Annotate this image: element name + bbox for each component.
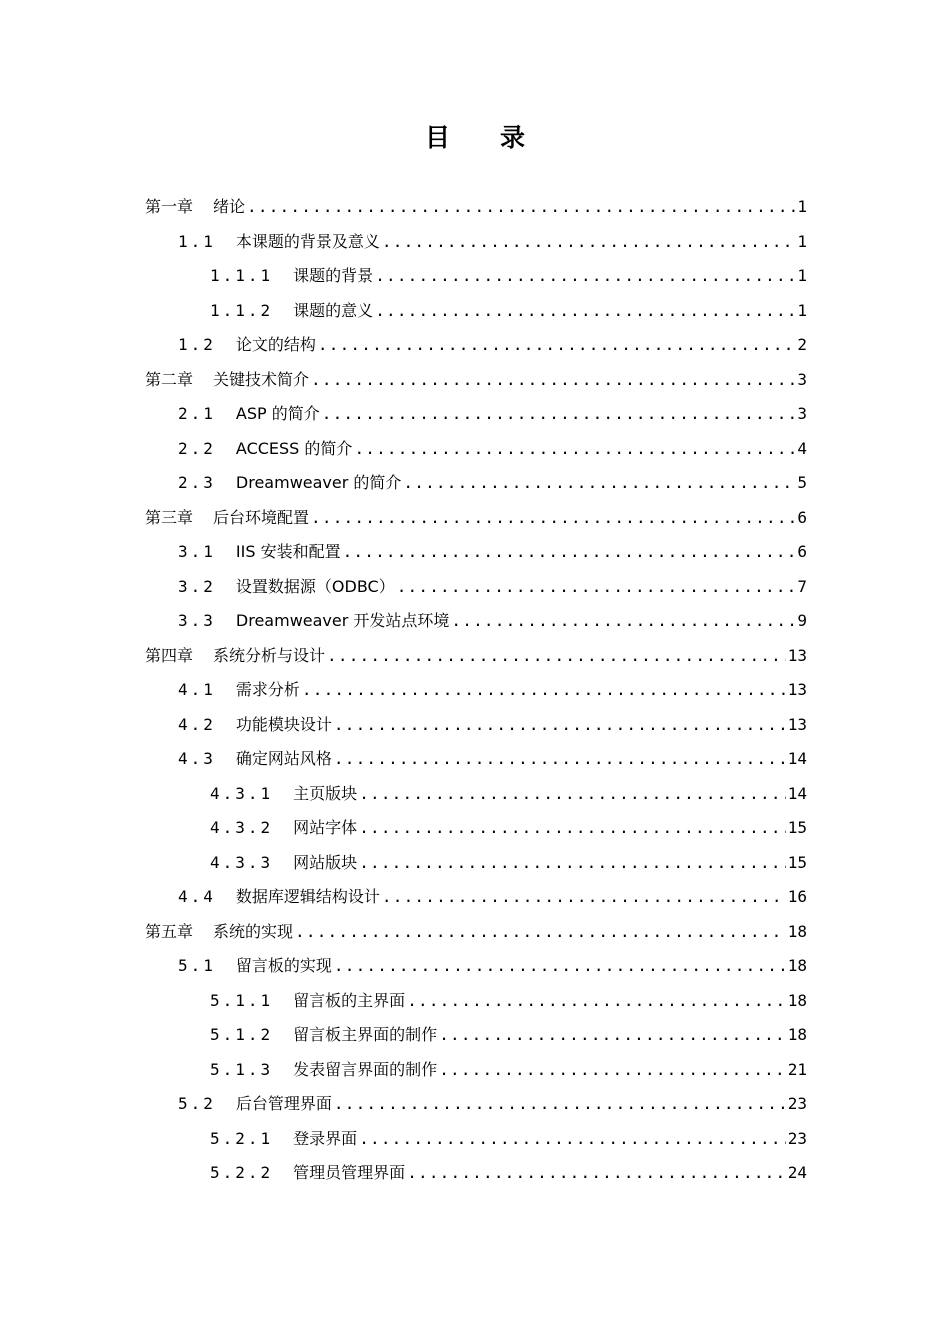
toc-entry-title: 后台管理界面 — [235, 1094, 332, 1113]
toc-entry-number: 4.3.1 — [210, 783, 274, 803]
title-char-2: 录 — [500, 123, 526, 152]
toc-entry[interactable] — [178, 466, 807, 501]
toc-entry-page: 7 — [797, 576, 807, 596]
toc-entry-title: 论文的结构 — [235, 335, 316, 354]
toc-entry-page: 9 — [797, 611, 807, 630]
toc-leader-dots — [334, 949, 786, 984]
toc-entry[interactable] — [178, 708, 807, 743]
toc-entry[interactable] — [145, 190, 807, 225]
toc-entry-title: 数据库逻辑结构设计 — [235, 887, 380, 906]
toc-entry-number: 3.1 — [178, 542, 216, 561]
toc-entry[interactable] — [178, 397, 807, 432]
toc-entry-number: 2.3 — [178, 473, 216, 492]
toc-entry-number: 4.1 — [178, 680, 216, 699]
toc-entry-number: 5.1.3 — [210, 1059, 274, 1079]
toc-entry-title: 需求分析 — [235, 680, 300, 699]
toc-entry-page: 13 — [787, 680, 807, 699]
toc-entry-page: 18 — [787, 956, 807, 975]
toc-leader-dots — [407, 984, 786, 1019]
toc-leader-dots — [322, 397, 796, 432]
toc-leader-dots — [407, 1156, 786, 1191]
toc-entry-page: 13 — [787, 645, 807, 665]
toc-entry-number: 5.1.1 — [210, 990, 274, 1010]
toc-leader-dots — [439, 1018, 786, 1053]
toc-entry-page: 13 — [787, 714, 807, 734]
toc-entry-title: 系统的实现 — [213, 921, 294, 941]
toc-entry-number: 3.2 — [178, 576, 216, 596]
toc-entry-number: 第五章 — [145, 921, 194, 941]
toc-entry-number: 第二章 — [145, 369, 194, 389]
toc-entry-title: Dreamweaver 的简介 — [235, 473, 402, 492]
toc-leader-dots — [318, 328, 795, 363]
toc-leader-dots — [359, 846, 786, 881]
toc-entry-title: ACCESS 的简介 — [235, 438, 353, 458]
toc-entry[interactable] — [210, 846, 807, 881]
toc-leader-dots — [403, 466, 795, 501]
toc-entry[interactable] — [178, 570, 807, 605]
toc-leader-dots — [359, 811, 786, 846]
toc-entry[interactable] — [210, 984, 807, 1019]
toc-entry-page: 3 — [797, 404, 807, 423]
toc-leader-dots — [359, 1122, 786, 1157]
toc-entry-title: 留言板的主界面 — [293, 990, 406, 1010]
toc-entry-number: 1.2 — [178, 335, 216, 354]
toc-entry[interactable] — [145, 639, 807, 674]
toc-entry[interactable] — [210, 1053, 807, 1088]
toc-entry[interactable] — [145, 363, 807, 398]
title-char-1: 目 — [424, 123, 450, 152]
toc-entry[interactable] — [210, 1122, 807, 1157]
toc-entry-number: 第一章 — [145, 197, 194, 216]
toc-entry-title: 绪论 — [213, 197, 246, 216]
toc-entry-page: 23 — [787, 1128, 807, 1148]
toc-entry-page: 1 — [797, 197, 807, 216]
toc-entry-page: 5 — [797, 473, 807, 492]
toc-entry-number: 5.2.2 — [210, 1163, 274, 1182]
page-title — [0, 118, 950, 154]
toc-entry-number: 1.1.1 — [210, 266, 274, 285]
toc-entry-title: IIS 安装和配置 — [235, 542, 341, 561]
toc-entry-page: 18 — [787, 1025, 807, 1044]
toc-entry[interactable] — [178, 880, 807, 915]
toc-leader-dots — [327, 639, 786, 674]
toc-entry-title: 网站版块 — [293, 852, 358, 872]
toc-leader-dots — [382, 880, 786, 915]
toc-leader-dots — [302, 673, 786, 708]
toc-leader-dots — [354, 432, 795, 467]
toc-entry-page: 6 — [797, 507, 807, 527]
toc-leader-dots — [295, 915, 786, 950]
toc-entry[interactable] — [145, 915, 807, 950]
toc-entry-number: 4.2 — [178, 714, 216, 734]
toc-entry-number: 4.3 — [178, 749, 216, 768]
toc-entry-title: 关键技术简介 — [213, 369, 310, 389]
toc-entry-title: 留言板的实现 — [235, 956, 332, 975]
toc-leader-dots — [375, 259, 795, 294]
toc-entry-page: 14 — [787, 783, 807, 803]
toc-entry-number: 5.1.2 — [210, 1025, 274, 1044]
toc-entry-number: 1.1.2 — [210, 300, 274, 320]
toc-leader-dots — [334, 1087, 786, 1122]
toc-entry-title: Dreamweaver 开发站点环境 — [235, 611, 450, 630]
toc-leader-dots — [343, 535, 796, 570]
toc-leader-dots — [451, 604, 795, 639]
toc-leader-dots — [382, 225, 795, 260]
toc-entry-number: 2.1 — [178, 404, 216, 423]
toc-entry-number: 3.3 — [178, 611, 216, 630]
toc-entry[interactable] — [210, 1018, 807, 1053]
toc-entry-title: 登录界面 — [293, 1128, 358, 1148]
toc-leader-dots — [397, 570, 796, 605]
toc-entry[interactable] — [178, 949, 807, 984]
toc-leader-dots — [334, 742, 786, 777]
toc-leader-dots — [359, 777, 786, 812]
toc-entry[interactable] — [178, 535, 807, 570]
toc-entry-number: 4.4 — [178, 887, 216, 906]
toc-entry-page: 16 — [787, 887, 807, 906]
toc-entry-page: 24 — [787, 1163, 807, 1182]
toc-entry[interactable] — [178, 225, 807, 260]
toc-entry-page: 14 — [787, 749, 807, 768]
toc-entry[interactable] — [178, 742, 807, 777]
toc-entry-title: 设置数据源（ODBC） — [235, 576, 395, 596]
toc-entry-number: 第四章 — [145, 645, 194, 665]
toc-entry[interactable] — [210, 259, 807, 294]
toc-entry-title: 网站字体 — [293, 818, 358, 837]
toc-entry-title: 发表留言界面的制作 — [293, 1059, 438, 1079]
toc-entry-page: 2 — [797, 335, 807, 354]
toc-entry-number: 4.3.3 — [210, 852, 274, 872]
toc-entry-number: 5.2 — [178, 1094, 216, 1113]
toc-entry-title: 本课题的背景及意义 — [235, 231, 380, 251]
toc-leader-dots — [311, 501, 795, 536]
toc-entry[interactable] — [178, 432, 807, 467]
toc-entry-title: 确定网站风格 — [235, 749, 332, 768]
toc-entry[interactable] — [210, 1156, 807, 1191]
toc-entry-number: 4.3.2 — [210, 818, 274, 837]
toc-entry-number: 1.1 — [178, 231, 216, 251]
toc-entry-page: 15 — [787, 852, 807, 872]
toc-entry-number: 5.2.1 — [210, 1128, 274, 1148]
toc-entry-title: 系统分析与设计 — [213, 645, 326, 665]
toc-entry-title: 后台环境配置 — [213, 507, 310, 527]
toc-entry-page: 18 — [787, 921, 807, 941]
toc-entry[interactable] — [178, 328, 807, 363]
toc-leader-dots — [334, 708, 786, 743]
toc-leader-dots — [311, 363, 795, 398]
toc-entry[interactable] — [178, 1087, 807, 1122]
toc-entry[interactable] — [210, 294, 807, 329]
toc-entry-page: 6 — [797, 542, 807, 561]
toc-entry[interactable] — [178, 673, 807, 708]
toc-entry-title: 管理员管理界面 — [293, 1163, 406, 1182]
toc-entry-title: 留言板主界面的制作 — [293, 1025, 438, 1044]
toc-entry-page: 1 — [797, 266, 807, 285]
toc-entry-page: 21 — [787, 1059, 807, 1079]
toc-entry-page: 23 — [787, 1094, 807, 1113]
toc-entry-title: 功能模块设计 — [235, 714, 332, 734]
toc-entry-number: 2.2 — [178, 438, 216, 458]
toc-entry-number: 5.1 — [178, 956, 216, 975]
toc-entry-page: 15 — [787, 818, 807, 837]
toc-entry-page: 1 — [797, 300, 807, 320]
toc-entry-number: 第三章 — [145, 507, 194, 527]
toc-entry-title: 课题的意义 — [293, 300, 374, 320]
toc-entry[interactable] — [210, 777, 807, 812]
toc-entry-page: 1 — [797, 231, 807, 251]
toc-entry-title: ASP 的简介 — [235, 404, 320, 423]
toc-entry[interactable] — [178, 604, 807, 639]
toc-entry-page: 18 — [787, 990, 807, 1010]
toc-entry[interactable] — [210, 811, 807, 846]
toc-leader-dots — [247, 190, 795, 225]
toc-entry-page: 4 — [797, 438, 807, 458]
toc-entry-page: 3 — [797, 369, 807, 389]
toc-entry-title: 主页版块 — [293, 783, 358, 803]
toc-entry[interactable] — [145, 501, 807, 536]
toc-leader-dots — [375, 294, 795, 329]
toc-leader-dots — [439, 1053, 786, 1088]
toc-entry-title: 课题的背景 — [293, 266, 374, 285]
